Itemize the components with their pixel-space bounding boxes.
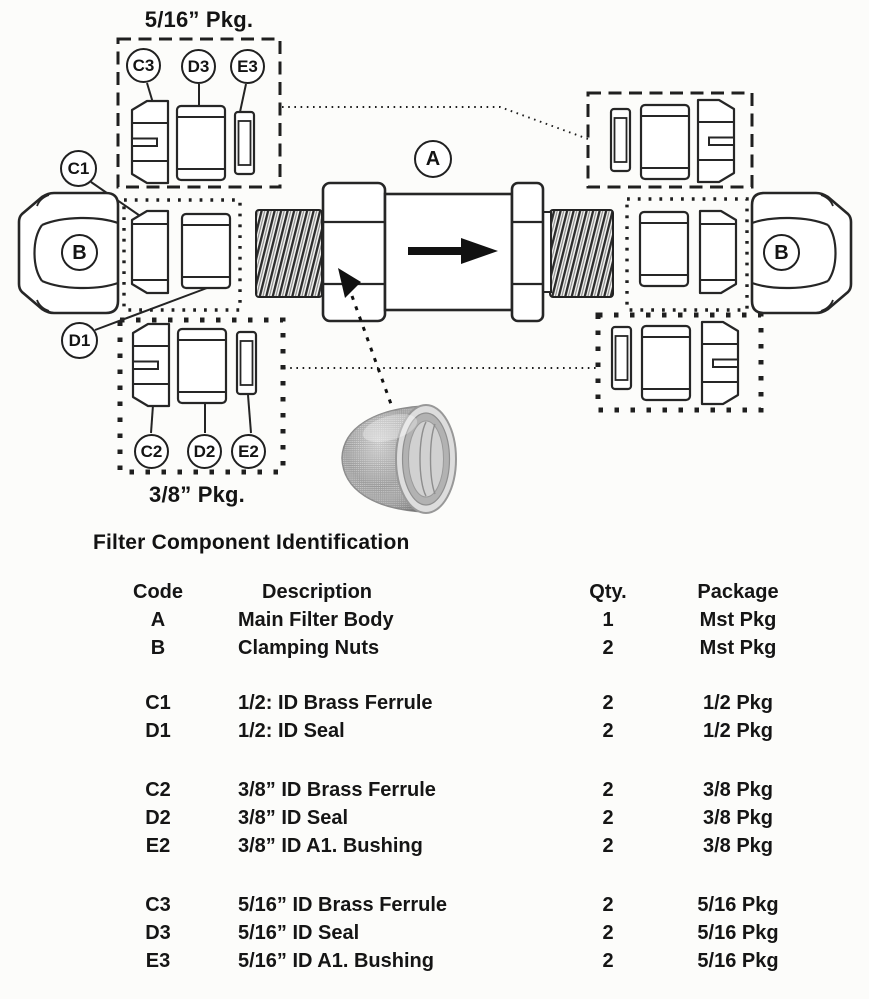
ferrule-c3-drawing (132, 101, 168, 183)
cell-qty: 2 (602, 834, 614, 857)
threads-left (256, 210, 322, 297)
cell-qty: 2 (602, 806, 614, 829)
table-group-five-sixteenths (118, 891, 818, 975)
header-code: Code (133, 580, 183, 603)
cell-code: E3 (145, 949, 171, 972)
callout-b-left: B (61, 234, 98, 271)
callout-b-right: B (763, 234, 800, 271)
cell-package: 3/8 Pkg (702, 778, 774, 801)
cell-package: Mst Pkg (699, 608, 777, 631)
seal-d3-drawing (177, 106, 225, 180)
threads-right (550, 210, 613, 297)
header-qty: Qty. (589, 580, 627, 603)
table-group-half-inch (118, 689, 818, 745)
cell-description: 3/8” ID A1. Bushing (238, 834, 423, 857)
table-row (118, 717, 818, 745)
table-row (118, 634, 818, 662)
cell-package: Mst Pkg (699, 636, 777, 659)
callout-a: A (414, 140, 452, 178)
cell-code: A (150, 608, 166, 631)
pkg-label-3-8: 3/8” Pkg. (149, 482, 245, 507)
cell-qty: 2 (602, 949, 614, 972)
cell-description: 3/8” ID Brass Ferrule (238, 778, 436, 801)
table-row (118, 689, 818, 717)
cell-qty: 1 (602, 608, 614, 631)
seal-d1-drawing (182, 214, 230, 288)
bushing-e2-drawing (237, 332, 256, 394)
cell-package: 5/16 Pkg (697, 949, 779, 972)
table-group-master (118, 606, 818, 662)
pkg-516-parts (132, 101, 254, 183)
cell-code: D3 (145, 921, 171, 944)
cell-package: 1/2 Pkg (702, 691, 774, 714)
seal-d2-drawing (178, 329, 226, 403)
cell-code: D2 (145, 806, 171, 829)
cell-package: 3/8 Pkg (702, 834, 774, 857)
cell-qty: 2 (602, 691, 614, 714)
callout-c2: C2 (134, 434, 169, 469)
header-description: Description (262, 580, 373, 603)
ferrule-c1-drawing (132, 211, 168, 293)
main-filter-body-drawing (256, 183, 613, 321)
cell-package: 5/16 Pkg (697, 893, 779, 916)
parts-table (118, 578, 818, 975)
table-header-row (118, 578, 818, 606)
callout-e2: E2 (231, 434, 266, 469)
cell-qty: 2 (602, 921, 614, 944)
bushing-e3-drawing (235, 112, 254, 174)
cell-qty: 2 (602, 719, 614, 742)
cell-description: 5/16” ID Brass Ferrule (238, 893, 447, 916)
cell-description: 5/16” ID Seal (238, 921, 360, 944)
cell-package: 5/16 Pkg (697, 921, 779, 944)
callout-d3: D3 (181, 49, 216, 84)
callout-c1: C1 (60, 150, 97, 187)
callout-c3: C3 (126, 48, 161, 83)
cell-code: C1 (145, 691, 171, 714)
hex-right (512, 183, 543, 321)
cell-description: 5/16” ID A1. Bushing (238, 949, 434, 972)
section-title: Filter Component Identification (93, 531, 410, 554)
pkg-38-parts-right (612, 322, 738, 404)
pkg-516-parts-right (611, 100, 734, 182)
hex-left (323, 183, 385, 321)
cell-description: Clamping Nuts (238, 636, 380, 659)
callout-d1: D1 (61, 322, 98, 359)
header-package: Package (697, 580, 779, 603)
table-row (118, 947, 818, 975)
cell-code: B (150, 636, 166, 659)
cell-code: C3 (145, 893, 171, 916)
cell-package: 1/2 Pkg (702, 719, 774, 742)
cell-qty: 2 (602, 778, 614, 801)
table-row (118, 606, 818, 634)
pkg-label-5-16: 5/16” Pkg. (144, 7, 254, 32)
callout-d2: D2 (187, 434, 222, 469)
filter-screen-photo (342, 405, 456, 513)
cell-qty: 2 (602, 636, 614, 659)
table-row (118, 832, 818, 860)
table-row (118, 919, 818, 947)
cell-description: 1/2: ID Seal (238, 719, 345, 742)
table-row (118, 891, 818, 919)
table-row (118, 804, 818, 832)
callout-e3: E3 (230, 49, 265, 84)
table-group-three-eighths (118, 776, 818, 860)
ferrule-c2-drawing (133, 324, 169, 406)
pkg-12-parts-right (640, 211, 736, 293)
cell-code: D1 (145, 719, 171, 742)
pkg-12-parts-left (132, 211, 230, 293)
cell-description: Main Filter Body (238, 608, 394, 631)
cell-qty: 2 (602, 893, 614, 916)
cell-code: C2 (145, 778, 171, 801)
cell-description: 3/8” ID Seal (238, 806, 349, 829)
cell-package: 3/8 Pkg (702, 806, 774, 829)
pkg-38-parts (133, 324, 256, 406)
cell-description: 1/2: ID Brass Ferrule (238, 691, 433, 714)
table-row (118, 776, 818, 804)
cell-code: E2 (145, 834, 171, 857)
